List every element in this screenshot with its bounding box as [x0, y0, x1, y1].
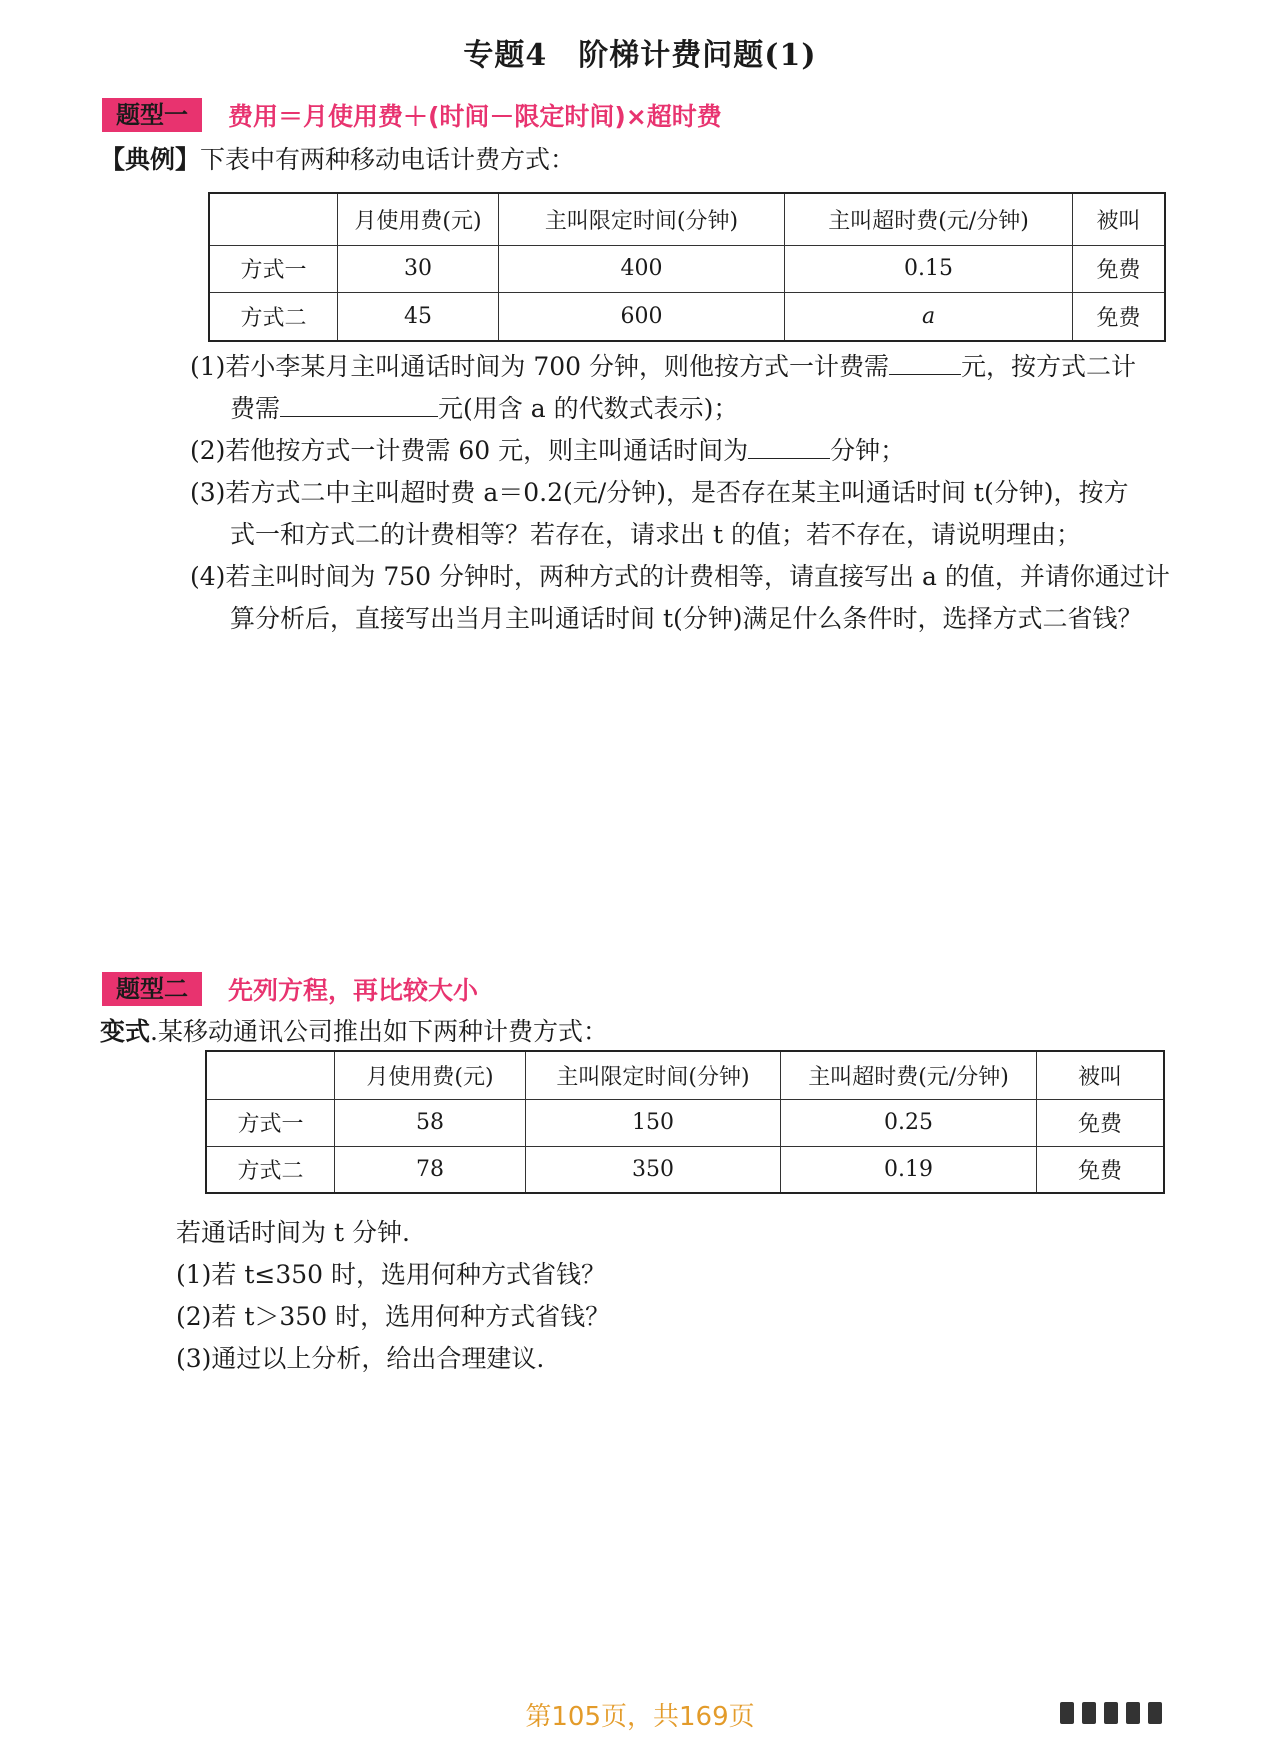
question-4-cont: 算分析后，直接写出当月主叫通话时间 t(分钟)满足什么条件时，选择方式二省钱？: [230, 604, 1143, 633]
question-3: (3)通过以上分析，给出合理建议.: [176, 1344, 545, 1373]
question-1: [190, 346, 1210, 388]
question-2: (2)若 t＞350 时，选用何种方式省钱？: [176, 1302, 611, 1331]
table-row: [209, 292, 1165, 341]
table-cell: 0.25: [781, 1099, 1037, 1146]
section1-intro: [100, 140, 575, 176]
intro-text: 下表中有两种移动电话计费方式：: [200, 145, 576, 174]
table-cell: 方式二: [206, 1146, 335, 1193]
table-cell: 600: [499, 292, 785, 341]
table-header-row: [209, 193, 1165, 245]
table-header-cell: 月使用费(元): [335, 1051, 526, 1099]
section2-badge: 题型二: [102, 972, 202, 1006]
table-cell: 0.19: [781, 1146, 1037, 1193]
table-header-row: [206, 1051, 1164, 1099]
toolbar-icon[interactable]: [1060, 1702, 1074, 1724]
table-cell: 免费: [1073, 245, 1166, 292]
table-cell: 150: [526, 1099, 781, 1146]
table-header-cell: 主叫限定时间(分钟): [526, 1051, 781, 1099]
answer-blank[interactable]: [889, 350, 961, 375]
table-cell: 方式一: [209, 245, 338, 292]
toolbar-icon[interactable]: [1148, 1702, 1162, 1724]
intro-text: .某移动通讯公司推出如下两种计费方式：: [150, 1017, 608, 1046]
table-cell: a: [785, 292, 1073, 341]
fee-table-2: [205, 1050, 1165, 1194]
question-4: (4)若主叫时间为 750 分钟时，两种方式的计费相等，请直接写出 a 的值，并请你通过计: [190, 562, 1170, 591]
intro-label: 变式: [100, 1017, 151, 1046]
table-cell: 78: [335, 1146, 526, 1193]
section2-intro: [100, 1012, 608, 1048]
page-title: 专题4 阶梯计费问题(1): [463, 38, 817, 73]
question-1-text-d: 元(用含 a 的代数式表示)；: [438, 394, 739, 423]
question-1: (1)若 t≤350 时，选用何种方式省钱？: [176, 1260, 607, 1289]
table-cell: 45: [338, 292, 499, 341]
toolbar-icon[interactable]: [1082, 1702, 1096, 1724]
table-cell: 免费: [1037, 1146, 1165, 1193]
table-row: [209, 245, 1165, 292]
table-cell: 免费: [1073, 292, 1166, 341]
toolbar-icon[interactable]: [1104, 1702, 1118, 1724]
section1-header: [102, 98, 722, 132]
table-cell: 0.15: [785, 245, 1073, 292]
table-cell: 350: [526, 1146, 781, 1193]
table-cell: 方式二: [209, 292, 338, 341]
table-cell: 30: [338, 245, 499, 292]
table-header-cell: 被叫: [1073, 193, 1166, 245]
section2-title: 先列方程，再比较大小: [228, 976, 479, 1005]
question-1-text-b: 元，按方式二计: [961, 352, 1137, 381]
question-1-text-c: 费需: [230, 394, 281, 423]
toolbar-icon[interactable]: [1126, 1702, 1140, 1724]
question-1-text-a: (1)若小李某月主叫通话时间为 700 分钟，则他按方式一计费需: [190, 352, 890, 381]
table-row: [206, 1146, 1164, 1193]
table-cell: 方式一: [206, 1099, 335, 1146]
table-header-cell: [206, 1051, 335, 1099]
section2-questions: [176, 1212, 610, 1380]
table-header-cell: 月使用费(元): [338, 193, 499, 245]
table-header-cell: [209, 193, 338, 245]
question-lead: 若通话时间为 t 分钟.: [176, 1218, 410, 1247]
question-2-text-a: (2)若他按方式一计费需 60 元，则主叫通话时间为: [190, 436, 749, 465]
table-cell: 400: [499, 245, 785, 292]
question-1-cont: [190, 388, 1210, 430]
section1-questions: [190, 346, 1210, 640]
page-indicator: 第105页，共169页: [525, 1702, 755, 1732]
question-3: (3)若方式二中主叫超时费 a＝0.2(元/分钟)，是否存在某主叫通话时间 t(分钟)，按方: [190, 478, 1129, 507]
answer-blank[interactable]: [748, 434, 830, 459]
table-row: [206, 1099, 1164, 1146]
intro-label: 【典例】: [100, 145, 201, 174]
fee-table-1: [208, 192, 1166, 342]
table-header-cell: 主叫限定时间(分钟): [499, 193, 785, 245]
viewer-toolbar[interactable]: [1060, 1702, 1162, 1724]
section1-badge: 题型一: [102, 98, 202, 132]
table-header-cell: 主叫超时费(元/分钟): [781, 1051, 1037, 1099]
section1-title: 费用＝月使用费＋(时间－限定时间)×超时费: [228, 102, 722, 131]
table-cell: 免费: [1037, 1099, 1165, 1146]
question-2-text-b: 分钟；: [830, 436, 906, 465]
table-header-cell: 被叫: [1037, 1051, 1165, 1099]
answer-blank[interactable]: [280, 392, 438, 417]
table-header-cell: 主叫超时费(元/分钟): [785, 193, 1073, 245]
section2-header: [102, 972, 478, 1006]
question-3-cont: 式一和方式二的计费相等？若存在，请求出 t 的值；若不存在，请说明理由；: [230, 520, 1081, 549]
table-cell: 58: [335, 1099, 526, 1146]
question-2: [190, 430, 1210, 472]
